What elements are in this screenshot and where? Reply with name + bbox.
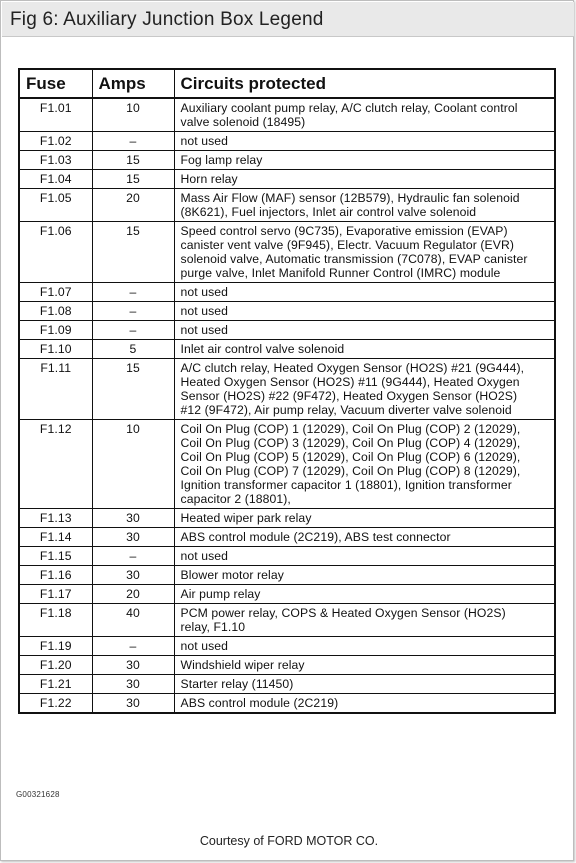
amps-cell: 10 [92,98,174,132]
circuit-line: purge valve, Inlet Manifold Runner Control (IMRC) module [180,266,501,280]
circuit-line: Coil On Plug (COP) 3 (12029), Coil On Plug (COP) 4 (12029), [180,436,521,450]
circuits-cell [174,694,555,714]
circuits-cell [174,283,555,302]
circuit-line: Coil On Plug (COP) 5 (12029), Coil On Plug (COP) 6 (12029), [180,450,521,464]
circuit-line: not used [180,323,229,337]
table-row [19,340,555,359]
circuit-line: (8K621), Fuel injectors, Inlet air control valve solenoid [180,205,477,219]
fuse-cell: F1.13 [19,509,92,528]
fuse-cell: F1.07 [19,283,92,302]
fuse-cell: F1.19 [19,637,92,656]
table-row [19,547,555,566]
fuse-cell: F1.18 [19,604,92,637]
fuse-cell: F1.10 [19,340,92,359]
circuit-line: not used [180,304,229,318]
circuit-line: PCM power relay, COPS & Heated Oxygen Sensor (HO2S) [180,606,506,620]
circuits-cell [174,675,555,694]
fuse-cell: F1.21 [19,675,92,694]
circuit-line: Air pump relay [180,587,261,601]
circuit-line: Speed control servo (9C735), Evaporative emission (EVAP) [180,224,508,238]
fuse-cell: F1.12 [19,420,92,509]
circuits-cell [174,132,555,151]
circuit-line: A/C clutch relay, Heated Oxygen Sensor (HO2S) #21 (9G444), [180,361,525,375]
table-row [19,637,555,656]
table-row [19,283,555,302]
fuse-cell: F1.17 [19,585,92,604]
circuit-line: canister vent valve (9F945), Electr. Vacuum Regulator (EVR) [180,238,515,252]
circuits-cell [174,566,555,585]
circuit-line: Windshield wiper relay [180,658,305,672]
fuse-cell: F1.01 [19,98,92,132]
amps-cell: 15 [92,170,174,189]
amps-cell: 15 [92,151,174,170]
table-row [19,302,555,321]
circuit-line: Blower motor relay [180,568,284,582]
table-row [19,694,555,714]
circuits-cell [174,637,555,656]
circuit-line: Coil On Plug (COP) 1 (12029), Coil On Plug (COP) 2 (12029), [180,422,521,436]
table-row [19,321,555,340]
amps-cell: 30 [92,509,174,528]
amps-cell: 15 [92,359,174,420]
table-row [19,528,555,547]
amps-cell: 40 [92,604,174,637]
table-row [19,170,555,189]
amps-cell: – [92,547,174,566]
circuits-cell [174,170,555,189]
circuits-cell [174,420,555,509]
fuse-cell: F1.22 [19,694,92,714]
amps-cell: – [92,132,174,151]
amps-cell: 30 [92,528,174,547]
table-row [19,585,555,604]
amps-cell: 30 [92,694,174,714]
circuit-line: solenoid valve, Automatic transmission (7C078), EVAP canister [180,252,528,266]
table-row [19,675,555,694]
circuit-line: not used [180,639,229,653]
circuit-line: Starter relay (11450) [180,677,294,691]
circuits-cell [174,340,555,359]
table-row [19,359,555,420]
header-fuse: Fuse [19,69,92,98]
fuse-cell: F1.14 [19,528,92,547]
circuits-cell [174,547,555,566]
table-row [19,604,555,637]
table-row [19,98,555,132]
fuse-cell: F1.09 [19,321,92,340]
amps-cell: – [92,283,174,302]
circuit-line: capacitor 2 (18801), [180,492,291,506]
circuits-cell [174,321,555,340]
amps-cell: 20 [92,585,174,604]
table-row [19,222,555,283]
amps-cell: – [92,637,174,656]
circuit-line: Heated wiper park relay [180,511,312,525]
fuse-cell: F1.20 [19,656,92,675]
fuse-cell: F1.04 [19,170,92,189]
amps-cell: 30 [92,656,174,675]
table-row [19,420,555,509]
courtesy-credit: Courtesy of FORD MOTOR CO. [199,834,379,848]
circuit-line: ABS control module (2C219), ABS test connector [180,530,451,544]
circuit-line: #12 (9F472), Air pump relay, Vacuum diverter valve solenoid [180,403,512,417]
table-row [19,132,555,151]
header-circuits: Circuits protected [174,69,555,98]
circuit-line: Fog lamp relay [180,153,263,167]
circuit-line: Inlet air control valve solenoid [180,342,345,356]
fuse-cell: F1.05 [19,189,92,222]
amps-cell: – [92,321,174,340]
amps-cell: 5 [92,340,174,359]
header-amps: Amps [92,69,174,98]
circuit-line: Heated Oxygen Sensor (HO2S) #11 (9G444), Heated Oxygen [180,375,520,389]
circuits-cell [174,509,555,528]
table-row [19,189,555,222]
amps-cell: 10 [92,420,174,509]
fuse-cell: F1.02 [19,132,92,151]
figure-code: G00321628 [16,790,60,799]
circuit-line: ABS control module (2C219) [180,696,339,710]
amps-cell: 30 [92,566,174,585]
circuits-cell [174,98,555,132]
circuit-line: valve solenoid (18495) [180,115,306,129]
fuse-cell: F1.16 [19,566,92,585]
fuse-cell: F1.15 [19,547,92,566]
circuit-line: Mass Air Flow (MAF) sensor (12B579), Hydraulic fan solenoid [180,191,520,205]
circuits-cell [174,528,555,547]
fuse-cell: F1.03 [19,151,92,170]
circuit-line: relay, F1.10 [180,620,246,634]
amps-cell: 15 [92,222,174,283]
circuits-cell [174,189,555,222]
circuits-cell [174,222,555,283]
circuits-cell [174,302,555,321]
circuits-cell [174,604,555,637]
fuse-cell: F1.06 [19,222,92,283]
table-row [19,566,555,585]
amps-cell: 20 [92,189,174,222]
fuse-legend-table [18,68,556,714]
fuse-cell: F1.08 [19,302,92,321]
amps-cell: 30 [92,675,174,694]
table-body [19,98,555,713]
table-row [19,656,555,675]
circuits-cell [174,585,555,604]
circuit-line: not used [180,549,229,563]
figure-title: Fig 6: Auxiliary Junction Box Legend [10,9,324,30]
fuse-cell: F1.11 [19,359,92,420]
circuits-cell [174,151,555,170]
amps-cell: – [92,302,174,321]
figure-header [2,2,574,37]
circuit-line: Auxiliary coolant pump relay, A/C clutch relay, Coolant control [180,101,518,115]
circuits-cell [174,359,555,420]
circuit-line: not used [180,285,229,299]
table-row [19,151,555,170]
circuits-cell [174,656,555,675]
table-header-row [19,69,555,98]
circuit-line: Sensor (HO2S) #22 (9F472), Heated Oxygen Sensor (HO2S) [180,389,518,403]
circuit-line: not used [180,134,229,148]
circuit-line: Ignition transformer capacitor 1 (18801), Ignition transformer [180,478,512,492]
circuit-line: Horn relay [180,172,238,186]
circuit-line: Coil On Plug (COP) 7 (12029), Coil On Plug (COP) 8 (12029), [180,464,521,478]
table-row [19,509,555,528]
